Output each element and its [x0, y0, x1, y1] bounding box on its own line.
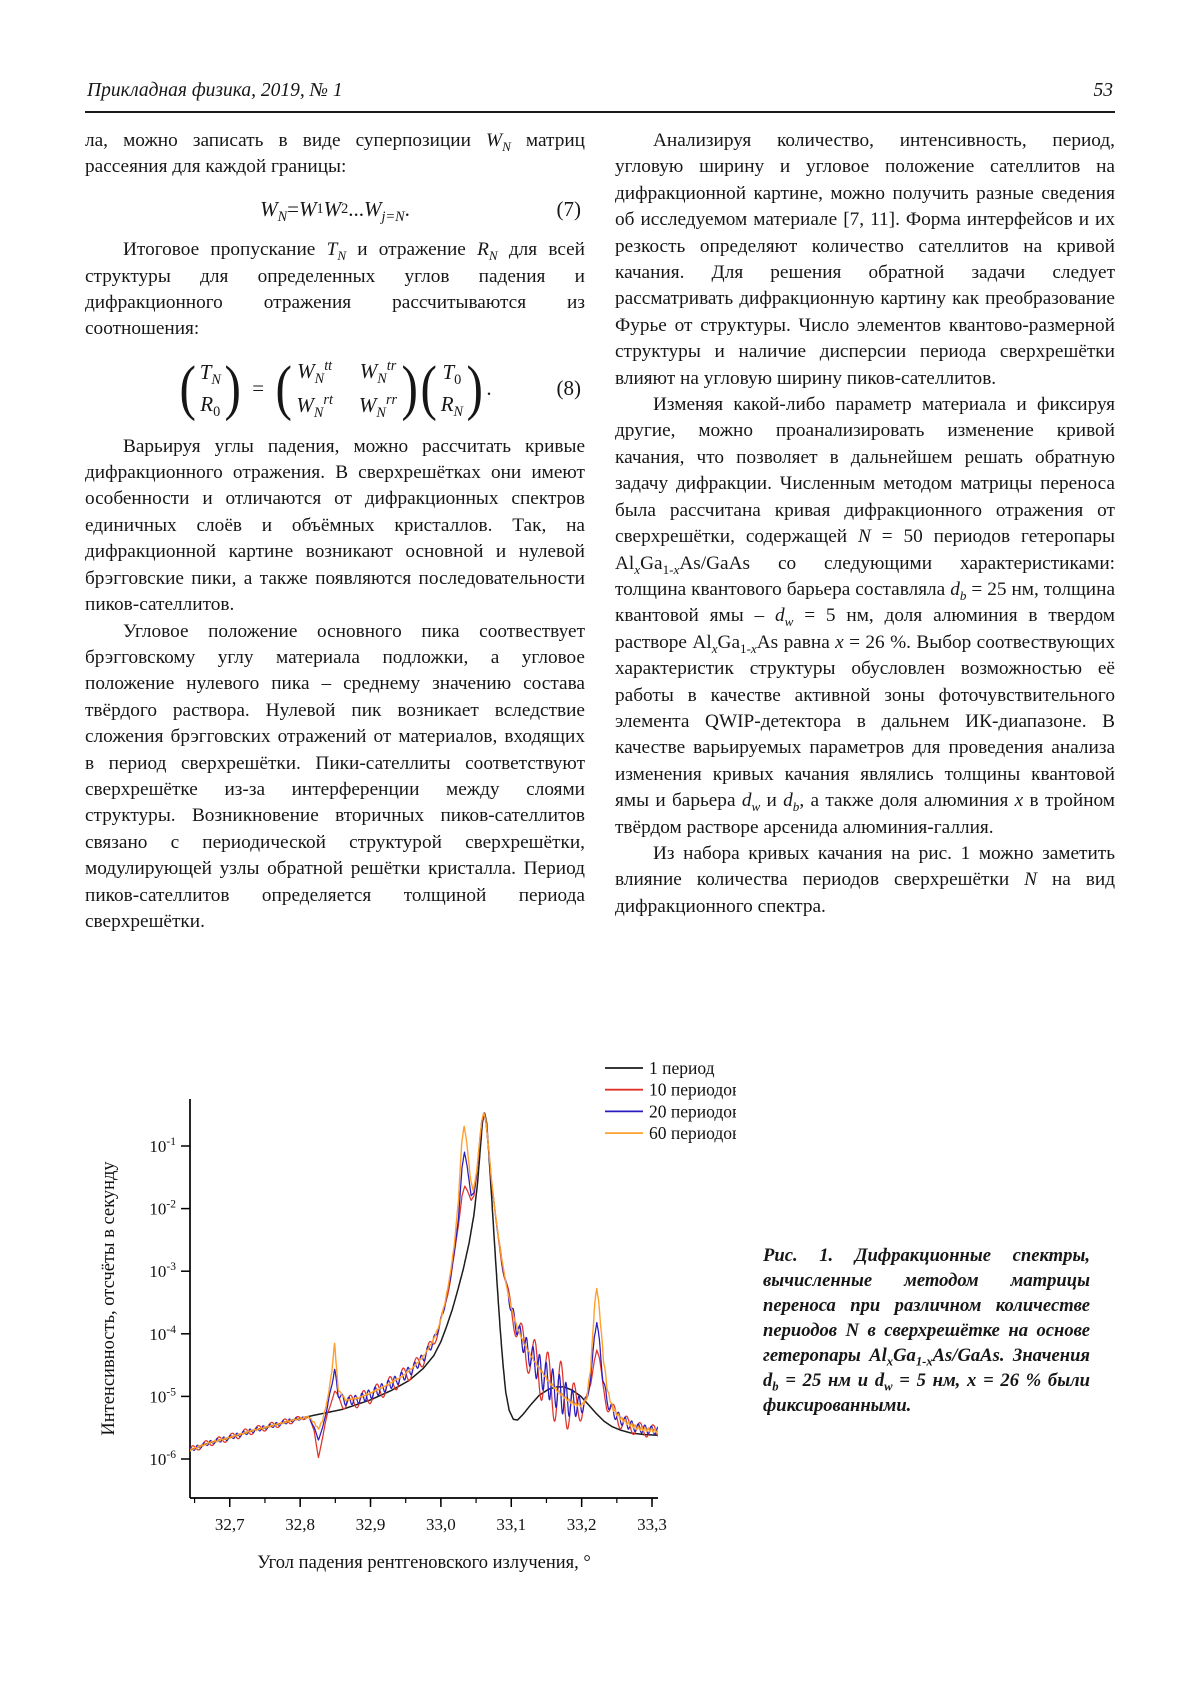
matrix-cell: $R_N$ [440, 392, 464, 421]
svg-text:20 периодов: 20 периодов [649, 1101, 736, 1122]
transfer-matrix [296, 357, 398, 422]
running-head [87, 80, 1113, 102]
equation-7-body: $W_N$ = W 1 W 2 ... $W_{j=N}$ . [260, 196, 410, 225]
journal-title: Прикладная физика, 2019, № 1 [87, 80, 343, 101]
matrix-cell: $T_0$ [442, 359, 462, 389]
paragraph: Итоговое пропускание $T_N$ и отражение $R_N$ для всей структуры для определенных углов падения и дифракционного отражения рассчитываются из соотношения: [85, 239, 585, 340]
matrix-cell: $R_0$ [200, 392, 221, 421]
svg-text:33,3: 33,3 [637, 1515, 667, 1534]
equation-8-number: (8) [556, 376, 581, 401]
header-rule [85, 111, 1115, 113]
svg-text:60 периодов: 60 периодов [649, 1123, 736, 1144]
svg-text:10 периодов: 10 периодов [649, 1079, 736, 1100]
figure-1-caption: Рис. 1. Дифракционные спектры, вычисленные методом матрицы переноса при различном количестве периодов N в сверхрешётке на основе гетеропары $Al_xGa_{1-x}As$/GaAs. Значения $d_b = 25$ нм и $d_w = 5$ нм, x = 26 % были фиксированными. [763, 1245, 1090, 1416]
paragraph: Анализируя количество, интенсивность, период, угловую ширину и угловое положение сателлитов на дифракционной картине, можно получить разные сведения об исследуемом материале [7, 11]. Форма интерфейсов и их резкость определяют количество сателлитов на кривой качания. Для решения обратной задачи следует рассматривать дифракционную картину как преобразование Фурье от структуры. Число элементов квантово-размерной структуры и наличие дисперсии периода сверхрешётки влияют на угловую ширину пиков-сателлитов. [615, 130, 1115, 389]
matrix-cell: $W_N^{rt}$ [296, 392, 333, 422]
paragraph: Угловое положение основного пика соотвествует брэгговскому углу материала подложки, а угловое положение нулевого пика – среднему значению состава твёрдого раствора. Нулевой пик возникает вследствие сложения брэгговских отражений от материалов, входящих в период сверхрешётки. Пики-сателлиты соответствуют сверхрешётке из-за интерференции между слоями структуры. Возникновение вторичных пиков-сателлитов связано с периодической структурой сверхрешётки, модулирующей узлы обратной решётки кристалла. Период пиков-сателлитов определяется толщиной периода сверхрешётки. [85, 620, 585, 932]
svg-text:33,0: 33,0 [426, 1515, 456, 1534]
svg-text:10-4: $10^{-4}$ [149, 1323, 176, 1344]
equation-7 [85, 196, 585, 225]
rhs-vector [440, 359, 464, 421]
svg-text:1 период: 1 период [649, 1058, 715, 1078]
svg-text:10-1: $10^{-1}$ [149, 1136, 176, 1156]
svg-text:Угол падения рентгеновского из: Угол падения рентгеновского излучения, ° [257, 1553, 591, 1573]
diffraction-spectra-plot [88, 1012, 736, 1592]
lhs-vector [199, 359, 221, 421]
right-column [615, 128, 1115, 920]
matrix-cell: $W_N^{tt}$ [297, 357, 333, 388]
period: . [486, 376, 492, 401]
matrix-cell: $W_N^{tr}$ [359, 357, 397, 388]
paragraph: ла, можно записать в виде суперпозиции $W_N$ матриц рассеяния для каждой границы: [85, 130, 586, 178]
svg-text:10-3: $10^{-3}$ [149, 1261, 176, 1282]
svg-text:10-6: $10^{-6}$ [149, 1449, 176, 1469]
equation-8-body: ( $T_N$ $R_0$ ) = ( $W_N^{tt}$ $W_N^{tr}$ $W_N^{rt}$ $W_N^{rr}$ ) ( $T_0$ $R_N$ ) . [179, 353, 492, 422]
svg-text:32,8: 32,8 [285, 1515, 316, 1534]
matrix-cell: $T_N$ [199, 359, 221, 389]
svg-text:33,2: 33,2 [566, 1515, 597, 1534]
svg-text:32,9: 32,9 [355, 1515, 386, 1534]
svg-text:32,7: 32,7 [214, 1515, 245, 1534]
left-column [85, 128, 585, 935]
paragraph: Из набора кривых качания на рис. 1 можно заметить влияние количества периодов сверхрешётки N на вид дифракционного спектра. [615, 842, 1116, 917]
svg-text:Интенсивность, отсчёты в секун: Интенсивность, отсчёты в секунду [99, 1161, 119, 1436]
svg-text:33,1: 33,1 [496, 1515, 527, 1534]
equals-sign: = [252, 376, 265, 401]
page-number: 53 [1093, 80, 1113, 101]
equation-7-number: (7) [556, 196, 581, 221]
figure-1-chart [88, 1012, 736, 1592]
equation-8 [85, 353, 585, 422]
svg-text:10-2: $10^{-2}$ [149, 1198, 176, 1219]
paragraph: Варьируя углы падения, можно рассчитать кривые дифракционного отражения. В сверхрешётках они имеют особенности и отличаются от дифракционных спектров единичных слоёв и объёмных кристаллов. Так, на дифракционной картине возникают основной и нулевой брэгговские пики, а также появляются последовательности пиков-сателлитов. [85, 435, 585, 616]
paragraph: Изменяя какой-либо параметр материала и фиксируя другие, можно проанализировать изменение кривой качания, что позволяет в дальнейшем решать обратную задачу дифракции. Численным методом матрицы переноса была рассчитана кривая дифракционного отражения от сверхрешётки, содержащей N = 50 периодов гетеропары $Al_xGa_{1-x}As$/GaAs со следующими характеристиками: толщина квантового барьера составляла $d_b = 25$ нм, толщина квантовой ямы – $d_w = 5$ нм, доля алюминия в твердом растворе $Al_xGa_{1-x}As$ равна x = 26 %. Выбор соотвествующих характеристик структуры обусловлен возможностью её работы в качестве активной зоны фоточувствительного элемента QWIP-детектора в дальнем ИК-диапазоне. В качестве варьируемых параметров для проведения анализа изменения кривых качания являлись толщины квантовой ямы и барьера $d_w$ и $d_b$, а также доля алюминия x в тройном твёрдом растворе арсенида алюминия-галлия. [615, 394, 1116, 838]
matrix-cell: $W_N^{rr}$ [358, 392, 398, 422]
svg-text:10-5: $10^{-5}$ [149, 1386, 176, 1407]
